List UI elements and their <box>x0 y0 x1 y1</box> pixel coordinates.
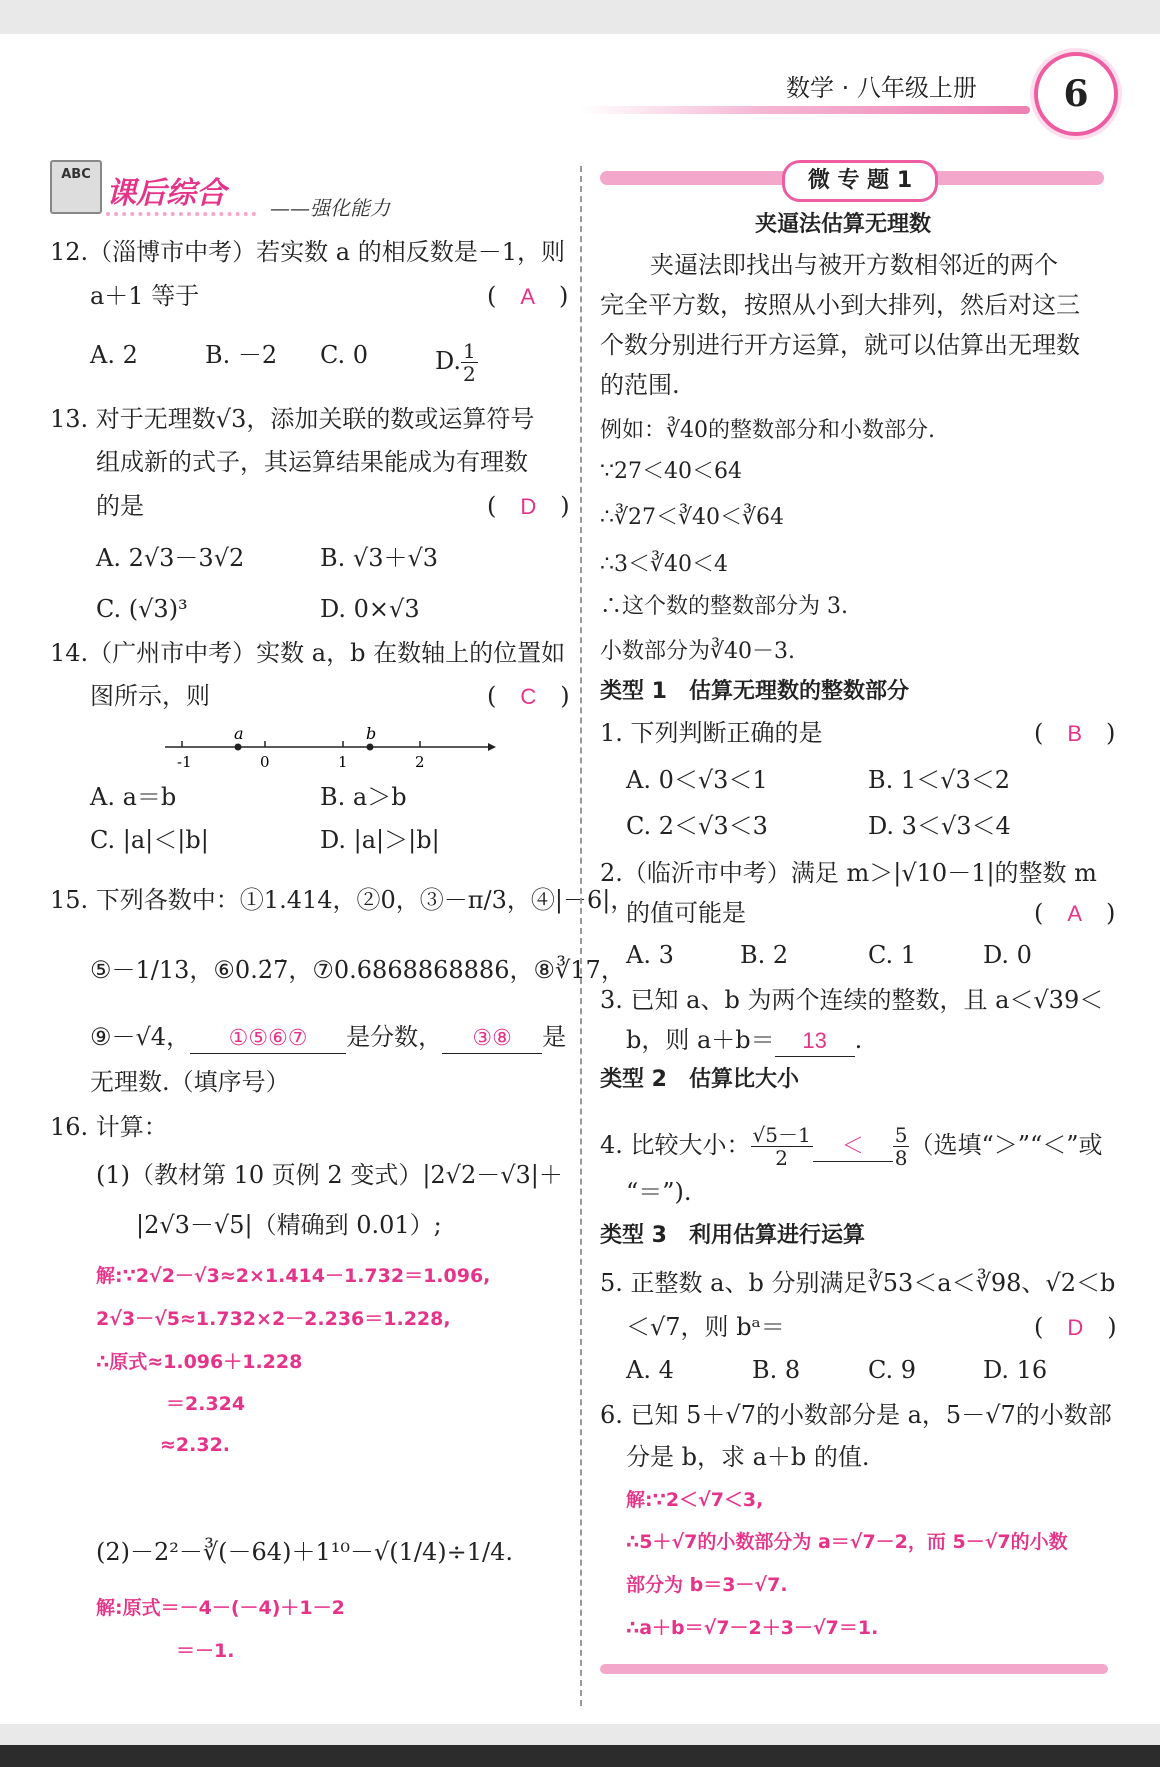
column-divider <box>580 166 582 1706</box>
q13-opt-c: C. (√3)³ <box>96 595 188 623</box>
q16-part1-line1: (1)（教材第 10 页例 2 变式）|2√2－√3|＋ <box>96 1161 563 1189</box>
r-q1-line1: 1. 下列判断正确的是 <box>600 719 823 747</box>
r-q2-opt-a: A. 3 <box>626 941 674 969</box>
r-q5-answer: D <box>1067 1315 1084 1340</box>
section-title: 课后综合 <box>106 176 226 211</box>
r-q2-opt-d: D. 0 <box>983 941 1032 969</box>
q13-line1: 13. 对于无理数√3，添加关联的数或运算符号 <box>50 405 535 433</box>
example-line5: ∴这个数的整数部分为 3. <box>600 594 848 619</box>
r-q4-line2: “＝”). <box>626 1178 692 1206</box>
r-q1-opt-d: D. 3＜√3＜4 <box>868 812 1011 840</box>
q13-answer-bracket: ( D ) <box>487 492 570 520</box>
header-bar <box>580 106 1030 114</box>
q16-part2: (2)－2²－∛(－64)＋1¹⁰－√(1/4)÷1/4. <box>96 1538 513 1566</box>
q15-line1: 15. 下列各数中：①1.414，②0，③－π/3，④|－6|， <box>50 886 635 914</box>
r-q1-opt-c: C. 2＜√3＜3 <box>626 812 768 840</box>
q13-line2: 组成新的式子，其运算结果能成为有理数 <box>96 448 528 476</box>
q14-opt-a: A. a＝b <box>90 783 177 811</box>
q15-line2: ⑤－1/13，⑥0.2̇7̇，⑦0.6868868886，⑧∛17， <box>90 956 625 984</box>
q16-part1-line2: |2√3－√5|（精确到 0.01）; <box>136 1211 442 1239</box>
q12-opt-a: A. 2 <box>90 341 138 369</box>
r-q2-opt-b: B. 2 <box>740 941 789 969</box>
r-q5-opt-a: A. 4 <box>626 1356 674 1384</box>
q12-answer: A <box>520 284 536 309</box>
r-q6-line1: 6. 已知 5＋√7的小数部分是 a，5－√7的小数部 <box>600 1401 1112 1429</box>
r-q2-line1: 2.（临沂市中考）满足 m＞|√10－1|的整数 m <box>600 859 1097 887</box>
r-q5-line2: ＜√7，则 bᵃ＝ <box>626 1313 785 1341</box>
r-q1-answer: B <box>1067 721 1083 746</box>
q14-opt-b: B. a＞b <box>320 783 407 811</box>
q14-opt-d: D. |a|＞|b| <box>320 826 440 854</box>
intro-line4: 的范围. <box>600 371 680 399</box>
r-q1-opt-a: A. 0＜√3＜1 <box>626 766 768 794</box>
r-q6-sol-line4: ∴a＋b＝√7－2＋3－√7＝1. <box>626 1617 879 1639</box>
q12-opt-c: C. 0 <box>320 341 369 369</box>
r-q6-line2: 分是 b，求 a＋b 的值. <box>626 1443 870 1471</box>
book-icon: ABC <box>50 160 102 214</box>
type1-heading: 类型 1 估算无理数的整数部分 <box>600 679 909 704</box>
title-dots <box>106 212 256 220</box>
r-q6-sol-line2: ∴5＋√7的小数部分为 a＝√7－2，而 5－√7的小数 <box>626 1531 1068 1553</box>
example-line2: ∵27＜40＜64 <box>600 459 742 484</box>
type2-heading: 类型 2 估算比大小 <box>600 1067 799 1092</box>
r-q6-sol-line1: 解:∵2＜√7＜3, <box>626 1489 764 1511</box>
intro-line2: 完全平方数，按照从小到大排列，然后对这三 <box>600 291 1080 319</box>
q12-line1: 12.（淄博市中考）若实数 a 的相反数是－1，则 <box>50 238 566 266</box>
type3-heading: 类型 3 利用估算进行运算 <box>600 1223 865 1248</box>
q15-line3: ⑨－√4， ①⑤⑥⑦ 是分数， ③⑧ 是 <box>90 1022 566 1054</box>
q14-answer: C <box>520 684 537 709</box>
r-q5-answer-bracket: ( D ) <box>1034 1313 1117 1341</box>
q16-sol1-line3: ∴原式≈1.096＋1.228 <box>96 1351 303 1373</box>
r-q1-opt-b: B. 1＜√3＜2 <box>868 766 1010 794</box>
r-q5-opt-d: D. 16 <box>983 1356 1048 1384</box>
q16-sol2-line2: ＝－1. <box>176 1640 235 1662</box>
label-b: b <box>366 725 377 743</box>
section-subtitle: ——强化能力 <box>270 196 390 220</box>
bottom-bar <box>0 1745 1160 1767</box>
r-q5-line1: 5. 正整数 a、b 分别满足∛53＜a＜∛98、√2＜b <box>600 1269 1116 1297</box>
q13-answer: D <box>520 494 537 519</box>
q12-line2: a＋1 等于 <box>90 282 200 310</box>
footer-bar <box>600 1664 1108 1674</box>
q16-sol2-line1: 解:原式＝－4－(－4)＋1－2 <box>96 1597 345 1619</box>
point-a <box>235 744 242 751</box>
q16-sol1-line5: ≈2.32. <box>160 1434 231 1456</box>
r-q5-opt-c: C. 9 <box>868 1356 917 1384</box>
label-a: a <box>234 725 244 743</box>
q14-line1: 14.（广州市中考）实数 a，b 在数轴上的位置如 <box>50 639 566 667</box>
q13-line3: 的是 <box>96 492 144 520</box>
r-q3-blank: 13 <box>802 1028 827 1053</box>
tick-1: 1 <box>338 753 348 771</box>
q13-opt-b: B. √3＋√3 <box>320 544 439 572</box>
q13-opt-a: A. 2√3－3√2 <box>96 544 245 572</box>
q14-opt-c: C. |a|＜|b| <box>90 826 209 854</box>
q16-line1: 16. 计算： <box>50 1113 168 1141</box>
q14-line2: 图所示，则 <box>90 682 210 710</box>
q14-answer-bracket: ( C ) <box>487 682 570 710</box>
q15-blank2: ③⑧ <box>472 1025 512 1050</box>
r-q2-answer: A <box>1067 901 1083 926</box>
point-b <box>367 744 374 751</box>
example-line1: 例如：∛40的整数部分和小数部分. <box>600 418 936 443</box>
example-line3: ∴∛27＜∛40＜∛64 <box>600 505 785 530</box>
r-q2-opt-c: C. 1 <box>868 941 917 969</box>
r-q5-opt-b: B. 8 <box>752 1356 801 1384</box>
r-q3-line1: 3. 已知 a、b 为两个连续的整数，且 a＜√39＜ <box>600 986 1104 1014</box>
tick-2: 2 <box>415 753 425 771</box>
intro-line1: 夹逼法即找出与被开方数相邻近的两个 <box>650 251 1058 279</box>
example-line4: ∴3＜∛40＜4 <box>600 552 729 577</box>
page-number: 6 <box>1034 52 1118 136</box>
header-subject: 数学 · 八年级上册 <box>786 74 977 102</box>
r-q6-sol-line3: 部分为 b＝3－√7. <box>626 1574 788 1596</box>
intro-line3: 个数分别进行开方运算，就可以估算出无理数 <box>600 331 1080 359</box>
number-line <box>160 725 500 775</box>
tick-neg1: -1 <box>177 753 192 771</box>
topic-label: 微 专 题 1 <box>782 160 938 202</box>
tick-0: 0 <box>260 753 270 771</box>
r-q1-answer-bracket: ( B ) <box>1034 719 1116 747</box>
q16-sol1-line4: ＝2.324 <box>166 1393 246 1415</box>
q12-opt-b: B. －2 <box>205 341 278 369</box>
r-q4-blank: ＜ <box>841 1133 864 1158</box>
r-q2-line2: 的值可能是 <box>626 899 746 927</box>
r-q4-line1: 4. 比较大小： $\frac{√5-1}{2}$ ＜ $\frac{5}{8}$ （选填“＞”“＜”或 <box>600 1123 1103 1170</box>
topic-title: 夹逼法估算无理数 <box>755 212 932 237</box>
q15-blank1: ①⑤⑥⑦ <box>228 1025 308 1050</box>
q13-opt-d: D. 0×√3 <box>320 595 420 623</box>
q12-answer-bracket: ( A ) <box>487 282 569 310</box>
q16-sol1-line2: 2√3－√5≈1.732×2－2.236＝1.228, <box>96 1308 451 1330</box>
q15-line4: 无理数.（填序号） <box>90 1068 290 1096</box>
q12-opt-d: D. $\frac{1}{2}$ <box>435 339 476 386</box>
r-q3-line2: b，则 a＋b＝ 13 . <box>626 1025 862 1057</box>
q16-sol1-line1: 解:∵2√2－√3≈2×1.414－1.732＝1.096, <box>96 1265 491 1287</box>
example-line6: 小数部分为∛40－3. <box>600 639 796 664</box>
r-q2-answer-bracket: ( A ) <box>1034 899 1116 927</box>
